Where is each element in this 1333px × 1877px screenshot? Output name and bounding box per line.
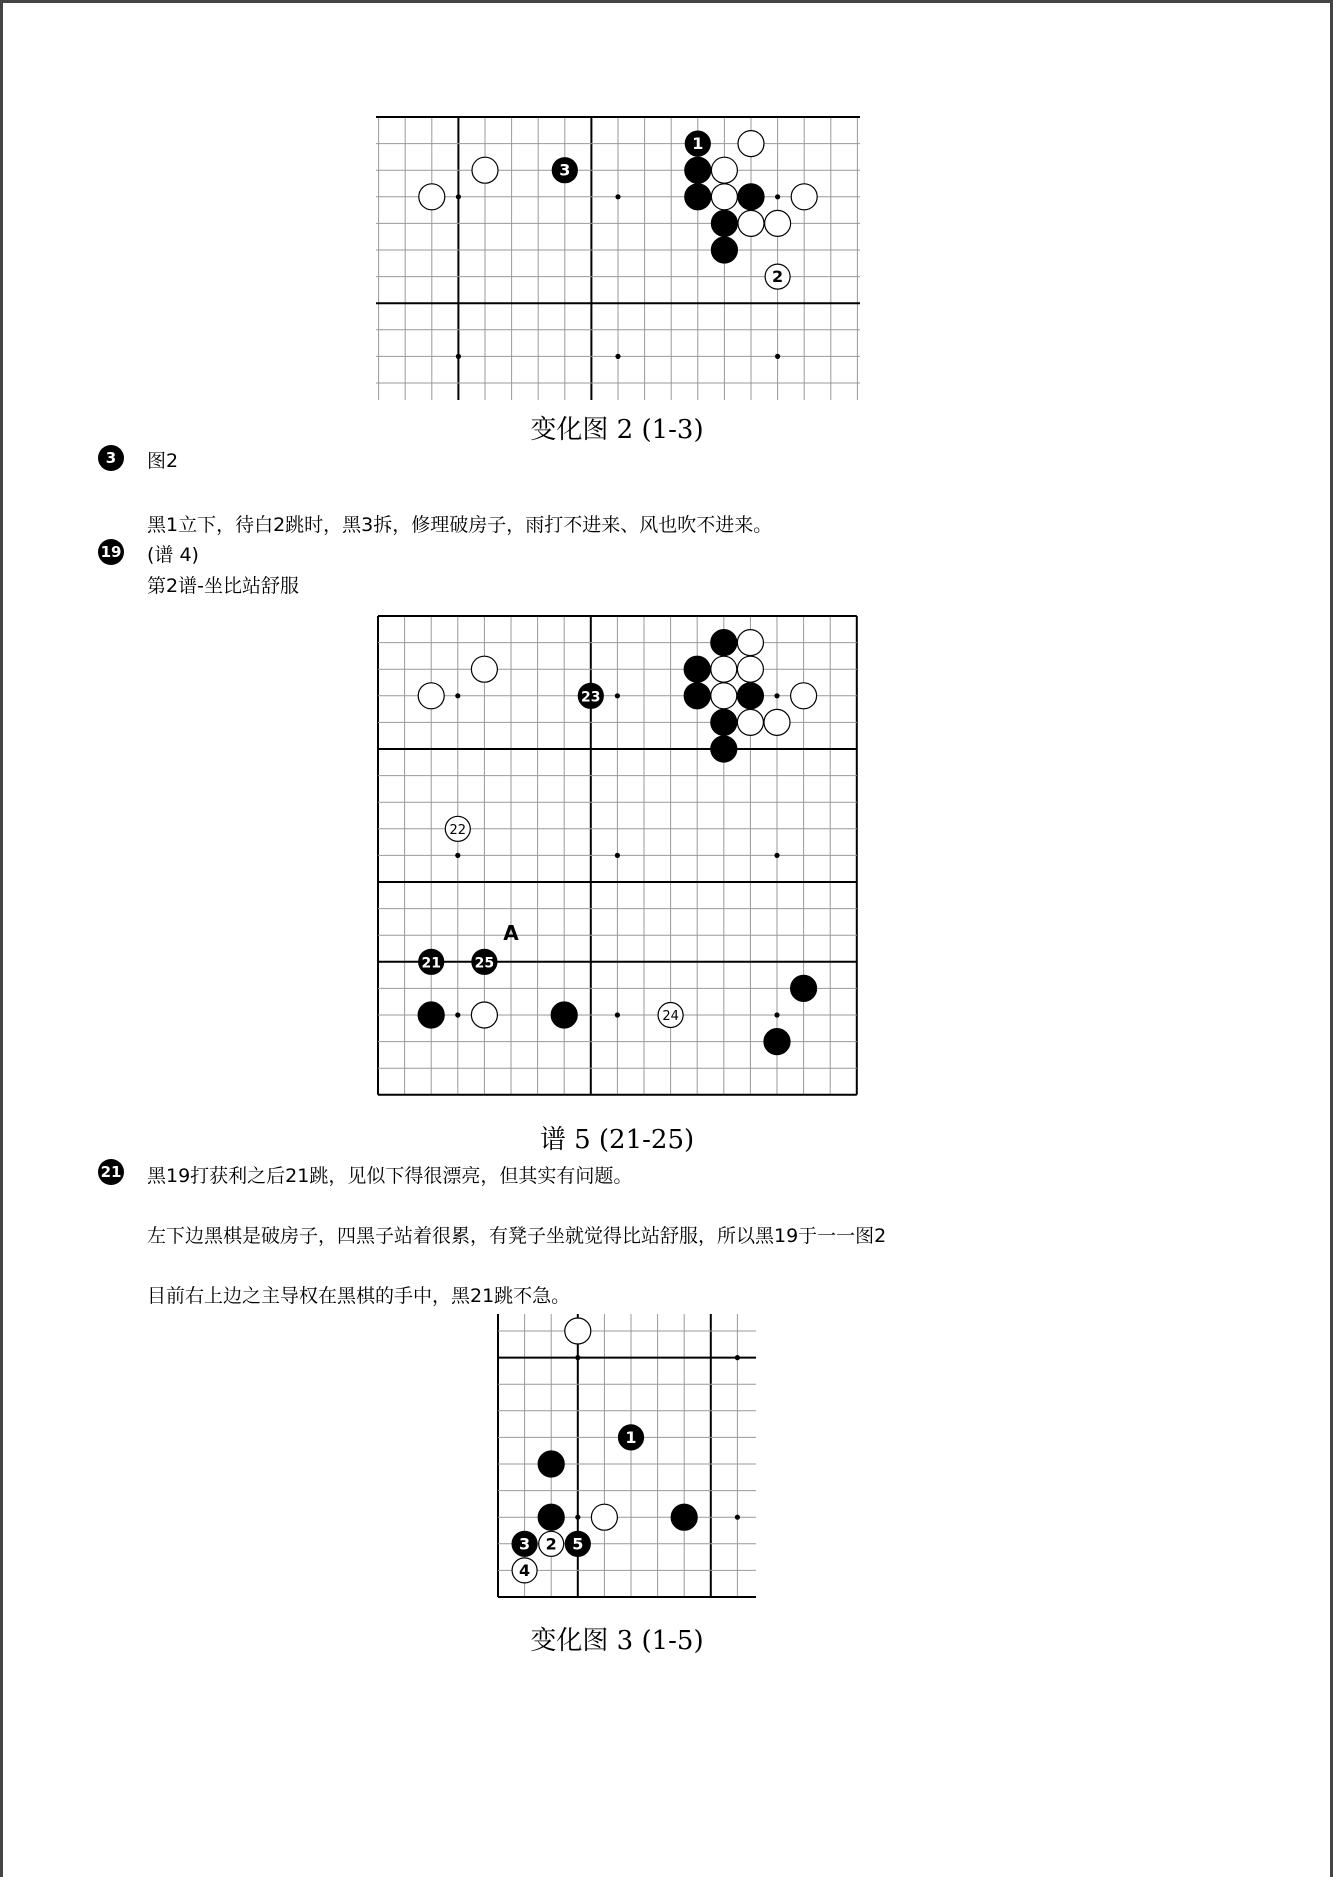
black-stone: [685, 184, 711, 210]
black-stone: [791, 975, 817, 1001]
diagram-caption-variation-3: 变化图 3 (1-5): [530, 1626, 704, 1656]
white-stone: [711, 683, 737, 709]
move-number: 4: [519, 1560, 531, 1580]
white-stone: [419, 184, 445, 210]
move-3-badge: 3: [98, 445, 124, 471]
white-stone: [791, 184, 817, 210]
white-stone: [737, 630, 763, 656]
section-title: 第2谱-坐比站舒服: [147, 575, 299, 597]
black-stone: [711, 630, 737, 656]
black-stone: [711, 709, 737, 735]
star-point: [775, 194, 780, 199]
move-3-commentary: 黑1立下，待白2跳时，黑3拆，修理破房子，雨打不进来、风也吹不进来。: [147, 514, 773, 536]
move-number: 3: [559, 160, 571, 180]
white-stone: [738, 131, 764, 157]
white-stone: [472, 157, 498, 183]
grid-lines: [498, 1314, 756, 1597]
go-board-record-5: [376, 614, 860, 1098]
star-point: [456, 194, 461, 199]
move-number: 23: [581, 689, 601, 706]
move-number: 25: [474, 955, 495, 972]
move-21-badge: 21: [98, 1159, 124, 1185]
star-point: [575, 1355, 580, 1360]
star-point: [455, 853, 460, 858]
black-stone: [737, 683, 763, 709]
star-point: [615, 1012, 620, 1017]
white-stone: [737, 656, 763, 682]
black-stone: [684, 683, 710, 709]
white-stone: [711, 656, 737, 682]
star-point: [735, 1515, 740, 1520]
black-stone: [764, 1029, 790, 1055]
white-stone: [418, 683, 444, 709]
white-stone: [711, 184, 737, 210]
star-point: [615, 693, 620, 698]
black-stone: [671, 1504, 697, 1530]
star-point: [775, 354, 780, 359]
white-stone: [591, 1504, 617, 1530]
star-point: [774, 853, 779, 858]
white-stone: [738, 210, 764, 236]
move-19-ref: (谱 4): [147, 544, 199, 566]
black-stone: [738, 184, 764, 210]
go-board-variation-3: [496, 1314, 756, 1599]
move-number: 21: [421, 955, 441, 972]
go-board-variation-2: [376, 115, 860, 400]
move-21-commentary-3: 目前右上边之主导权在黑棋的手中，黑21跳不急。: [147, 1285, 571, 1307]
star-point: [615, 354, 620, 359]
diagram-caption-record-5: 谱 5 (21-25): [539, 1125, 695, 1155]
black-stone: [684, 656, 710, 682]
move-number: 22: [449, 822, 467, 838]
white-stone: [737, 709, 763, 735]
star-point: [735, 1355, 740, 1360]
black-stone: [538, 1451, 564, 1477]
star-point: [455, 693, 460, 698]
white-stone: [791, 683, 817, 709]
black-stone: [711, 237, 737, 263]
move-3-ref: 图2: [147, 450, 179, 472]
black-stone: [418, 1002, 444, 1028]
star-point: [455, 1012, 460, 1017]
black-stone: [551, 1002, 577, 1028]
star-point: [456, 354, 461, 359]
move-number: 5: [572, 1534, 584, 1554]
page-border-left: [0, 0, 3, 1877]
move-number: 3: [519, 1534, 531, 1554]
star-point: [615, 194, 620, 199]
black-stone: [711, 210, 737, 236]
star-point: [575, 1515, 580, 1520]
white-stone: [471, 656, 497, 682]
black-stone: [538, 1504, 564, 1530]
board-label-a: A: [503, 920, 519, 945]
star-point: [615, 853, 620, 858]
move-number: 24: [662, 1009, 679, 1024]
diagram-caption-variation-2: 变化图 2 (1-3): [530, 415, 704, 445]
move-number: 1: [692, 134, 704, 154]
move-number: 1: [625, 1427, 637, 1447]
star-point: [774, 1012, 779, 1017]
white-stone: [764, 709, 790, 735]
move-21-commentary-1: 黑19打获利之后21跳，见似下得很漂亮，但其实有问题。: [147, 1165, 633, 1187]
move-number: 2: [545, 1534, 557, 1554]
page-border-top: [0, 0, 1333, 3]
move-21-commentary-2: 左下边黑棋是破房子，四黑子站着很累，有凳子坐就觉得比站舒服，所以黑19于一一图2: [147, 1225, 887, 1247]
white-stone: [565, 1318, 591, 1344]
move-number: 2: [772, 267, 784, 287]
black-stone: [685, 157, 711, 183]
star-point: [774, 693, 779, 698]
white-stone: [471, 1002, 497, 1028]
white-stone: [711, 157, 737, 183]
black-stone: [711, 736, 737, 762]
white-stone: [765, 210, 791, 236]
move-19-badge: 19: [98, 539, 124, 565]
